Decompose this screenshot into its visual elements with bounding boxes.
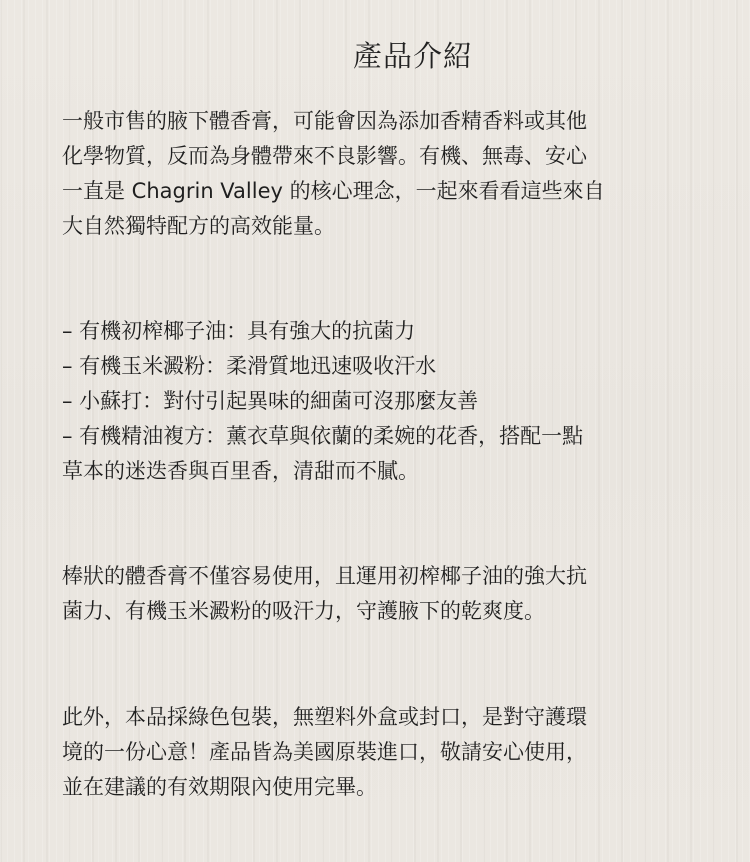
ingredient-item: – 小蘇打：對付引起異味的細菌可沒那麼友善	[62, 389, 479, 413]
ingredient-item: – 有機初榨椰子油：具有強大的抗菌力	[62, 319, 416, 343]
stick-usage-paragraph	[62, 559, 702, 629]
eco-line: 境的一份心意！產品皆為美國原裝進口，敬請安心使用，	[62, 740, 587, 764]
ingredient-item: – 有機精油複方：薰衣草與依蘭的柔婉的花香，搭配一點	[62, 424, 584, 448]
eco-line: 此外，本品採綠色包裝，無塑料外盒或封口，是對守護環	[62, 705, 587, 729]
ingredient-item-continuation: 草本的迷迭香與百里香，清甜而不膩。	[62, 459, 419, 483]
eco-line: 並在建議的有效期限內使用完畢。	[62, 775, 377, 799]
stick-line: 棒狀的體香膏不僅容易使用，且運用初榨椰子油的強大抗	[62, 564, 587, 588]
intro-line: 一直是 Chagrin Valley 的核心理念，一起來看看這些來自	[62, 179, 605, 203]
page-title: 產品介紹	[352, 39, 473, 73]
intro-paragraph	[62, 104, 702, 244]
ingredients-list	[62, 314, 702, 489]
stick-line: 菌力、有機玉米澱粉的吸汗力，守護腋下的乾爽度。	[62, 599, 545, 623]
intro-line: 化學物質，反而為身體帶來不良影響。有機、無毒、安心	[62, 144, 587, 168]
intro-line: 大自然獨特配方的高效能量。	[62, 214, 335, 238]
intro-line: 一般市售的腋下體香膏，可能會因為添加香精香料或其他	[62, 109, 587, 133]
eco-packaging-paragraph	[62, 700, 702, 805]
ingredient-item: – 有機玉米澱粉：柔滑質地迅速吸收汗水	[62, 354, 437, 378]
